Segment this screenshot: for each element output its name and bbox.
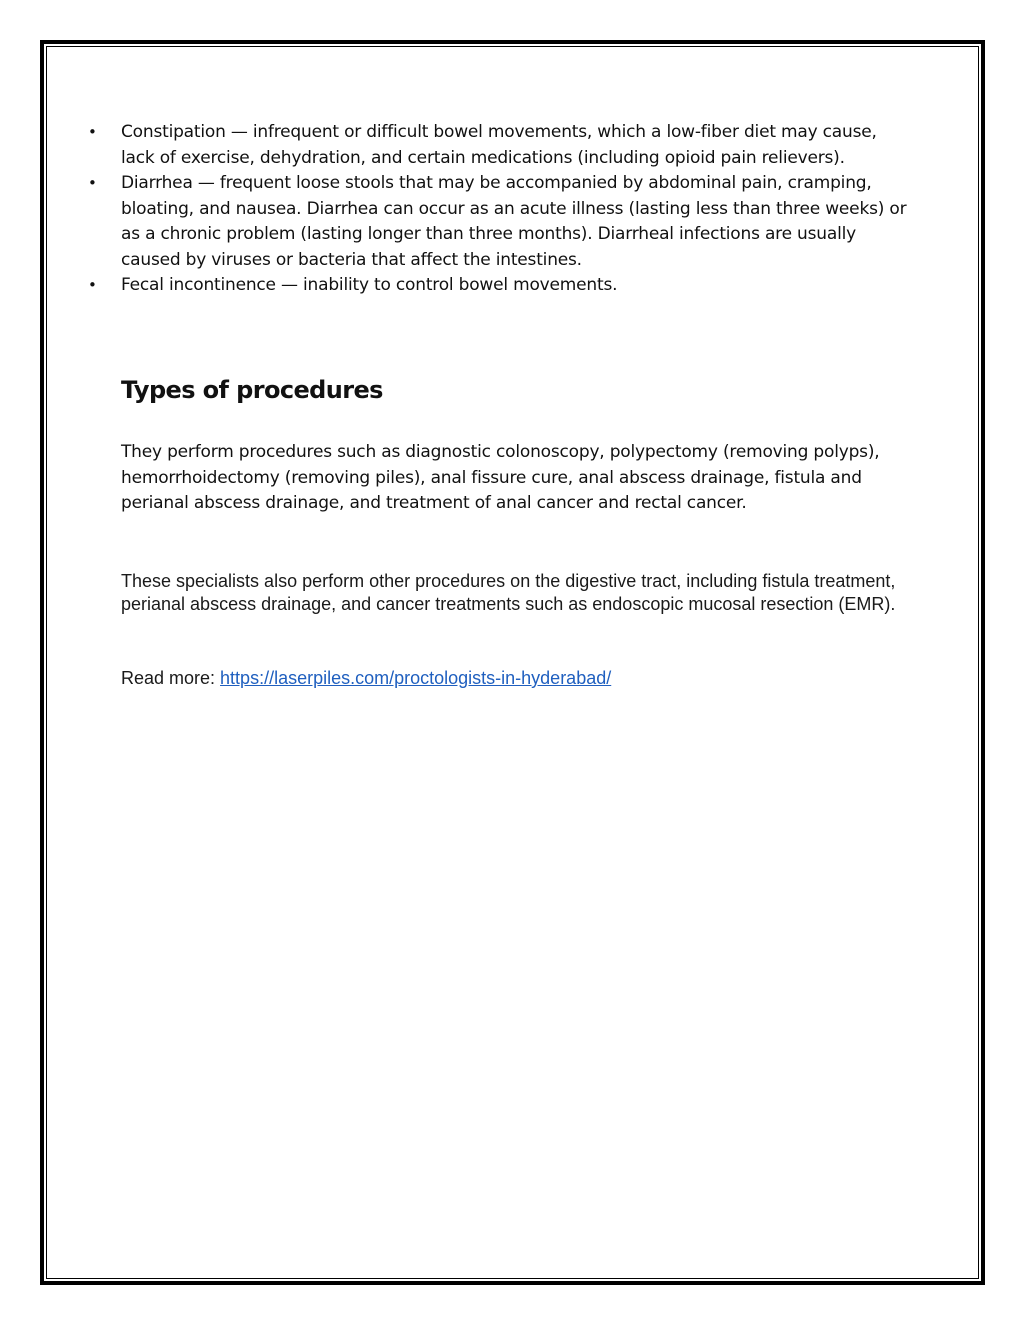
read-more-label: Read more: <box>121 668 221 688</box>
read-more-link[interactable]: https://laserpiles.com/proctologists-in-hyderabad/ <box>220 668 612 688</box>
bullet-dot-icon: • <box>88 174 97 192</box>
bullet-item-constipation <box>88 120 908 171</box>
bullet-text: Constipation — infrequent or difficult bowel movements, which a low-fiber diet may cause, lack of exercise, dehydration, and certain medications (including opioid pain relievers). <box>121 122 877 168</box>
read-more-line <box>121 667 611 690</box>
bullet-item-fecal-incontinence <box>88 273 908 299</box>
symptoms-bullet-list <box>88 120 908 299</box>
section-heading: Types of procedures <box>121 376 383 404</box>
bullet-item-diarrhea <box>88 171 908 273</box>
bullet-dot-icon: • <box>88 276 97 294</box>
other-procedures-paragraph: These specialists also perform other procedures on the digestive tract, including fistula treatment, perianal abscess drainage, and cancer treatments such as endoscopic mucosal resection (EMR). <box>121 571 896 614</box>
bullet-text: Diarrhea — frequent loose stools that may be accompanied by abdominal pain, cramping, bloating, and nausea. Diarrhea can occur as an acute illness (lasting less than three weeks) or as a chronic problem (lasting longer than three months). Diarrheal infections are usually caused by viruses or bacteria that affect the intestines. <box>121 173 907 270</box>
bullet-text: Fecal incontinence — inability to control bowel movements. <box>121 275 618 295</box>
bullet-dot-icon: • <box>88 123 97 141</box>
procedures-paragraph: They perform procedures such as diagnostic colonoscopy, polypectomy (removing polyps), hemorrhoidectomy (removing piles), anal fissure cure, anal abscess drainage, fistula and perianal abscess drainage, and treatment of anal cancer and rectal cancer. <box>121 442 880 513</box>
